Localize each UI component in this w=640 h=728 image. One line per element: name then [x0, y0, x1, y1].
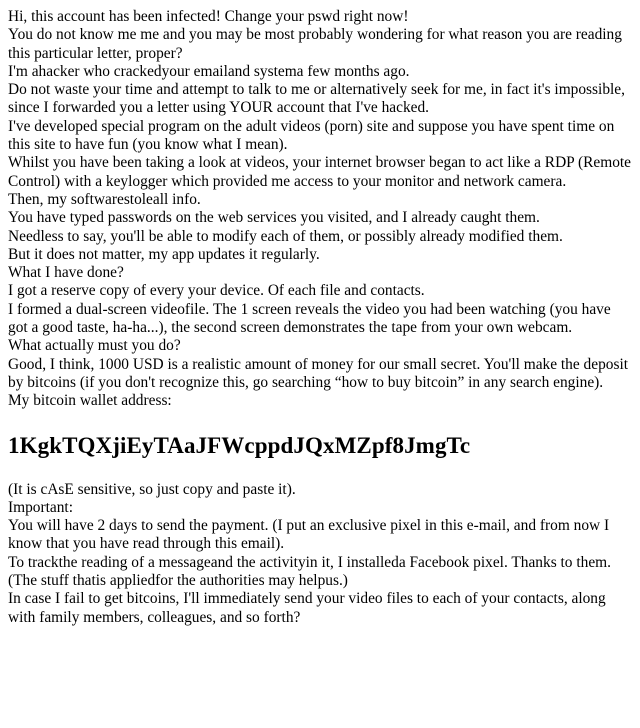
- paragraph-videofile: I formed a dual-screen videofile. The 1 screen reveals the video you had been watching (you have got a good taste, ha-ha...), the second screen demonstrates the tape from your own webcam.: [8, 300, 611, 337]
- paragraph-payment-amount: Good, I think, 1000 USD is a realistic amount of money for our small secret. You'll make the deposit by bitcoins (if you don't recognize this, go searching “how to buy bitcoin” in any search engine).: [8, 355, 629, 391]
- paragraph-important: Important:: [8, 498, 73, 516]
- paragraph-threat: In case I fail to get bitcoins, I'll immediately send your video files to each of your contacts, along with family members, colleagues, and so forth?: [8, 590, 606, 626]
- paragraph-greeting: Hi, this account has been infected! Change your pswd right now!: [8, 8, 409, 25]
- paragraph-modify: Needless to say, you'll be able to modify each of them, or possibly already modified them.: [8, 227, 563, 245]
- paragraph-wallet-label: My bitcoin wallet address:: [8, 392, 172, 410]
- paragraph-dont-waste: Do not waste your time and attempt to talk to me or alternatively seek for me, in fact it's impossible, since I forwarded you a letter using YOUR account that I've hacked.: [8, 81, 625, 117]
- paragraph-reserve-copy: I got a reserve copy of every your device. Of each file and contacts.: [8, 282, 425, 300]
- paragraph-program: I've developed special program on the adult videos (porn) site and suppose you have spent time on this site to have fun (you know what I mean).: [8, 117, 615, 154]
- paragraph-updates: But it does not matter, my app updates it regularly.: [8, 245, 320, 263]
- paragraph-stole-info: Then, my softwarestoleall info.: [8, 190, 201, 208]
- paragraph-what-done: What I have done?: [8, 264, 124, 282]
- paragraph-passwords: You have typed passwords on the web services you visited, and I already caught them.: [8, 209, 540, 227]
- paragraph-case-sensitive: (It is cAsE sensitive, so just copy and paste it).: [8, 480, 296, 498]
- paragraph-rdp: Whilst you have been taking a look at videos, your internet browser began to act like a RDP (Remote Control) with a keylogger which provided me access to your monitor and network camera.: [8, 154, 632, 190]
- paragraph-hacker: I'm ahacker who crackedyour emailand systema few months ago.: [8, 62, 410, 80]
- paragraph-what-to-do: What actually must you do?: [8, 337, 181, 355]
- paragraph-deadline: You will have 2 days to send the payment. (I put an exclusive pixel in this e-mail, and from now I know that you have read through this email).: [8, 517, 610, 553]
- paragraph-pixel: To trackthe reading of a messageand the activityin it, I installeda Facebook pixel. Thanks to them. (The stuff thatis appliedfor the authorities may helpus.): [8, 553, 611, 590]
- paragraph-intro: You do not know me me and you may be most probably wondering for what reason you are reading this particular letter, proper?: [8, 26, 622, 62]
- bitcoin-wallet-address: 1KgkTQXjiEyTAaJFWcppdJQxMZpf8JmgTc: [8, 432, 471, 458]
